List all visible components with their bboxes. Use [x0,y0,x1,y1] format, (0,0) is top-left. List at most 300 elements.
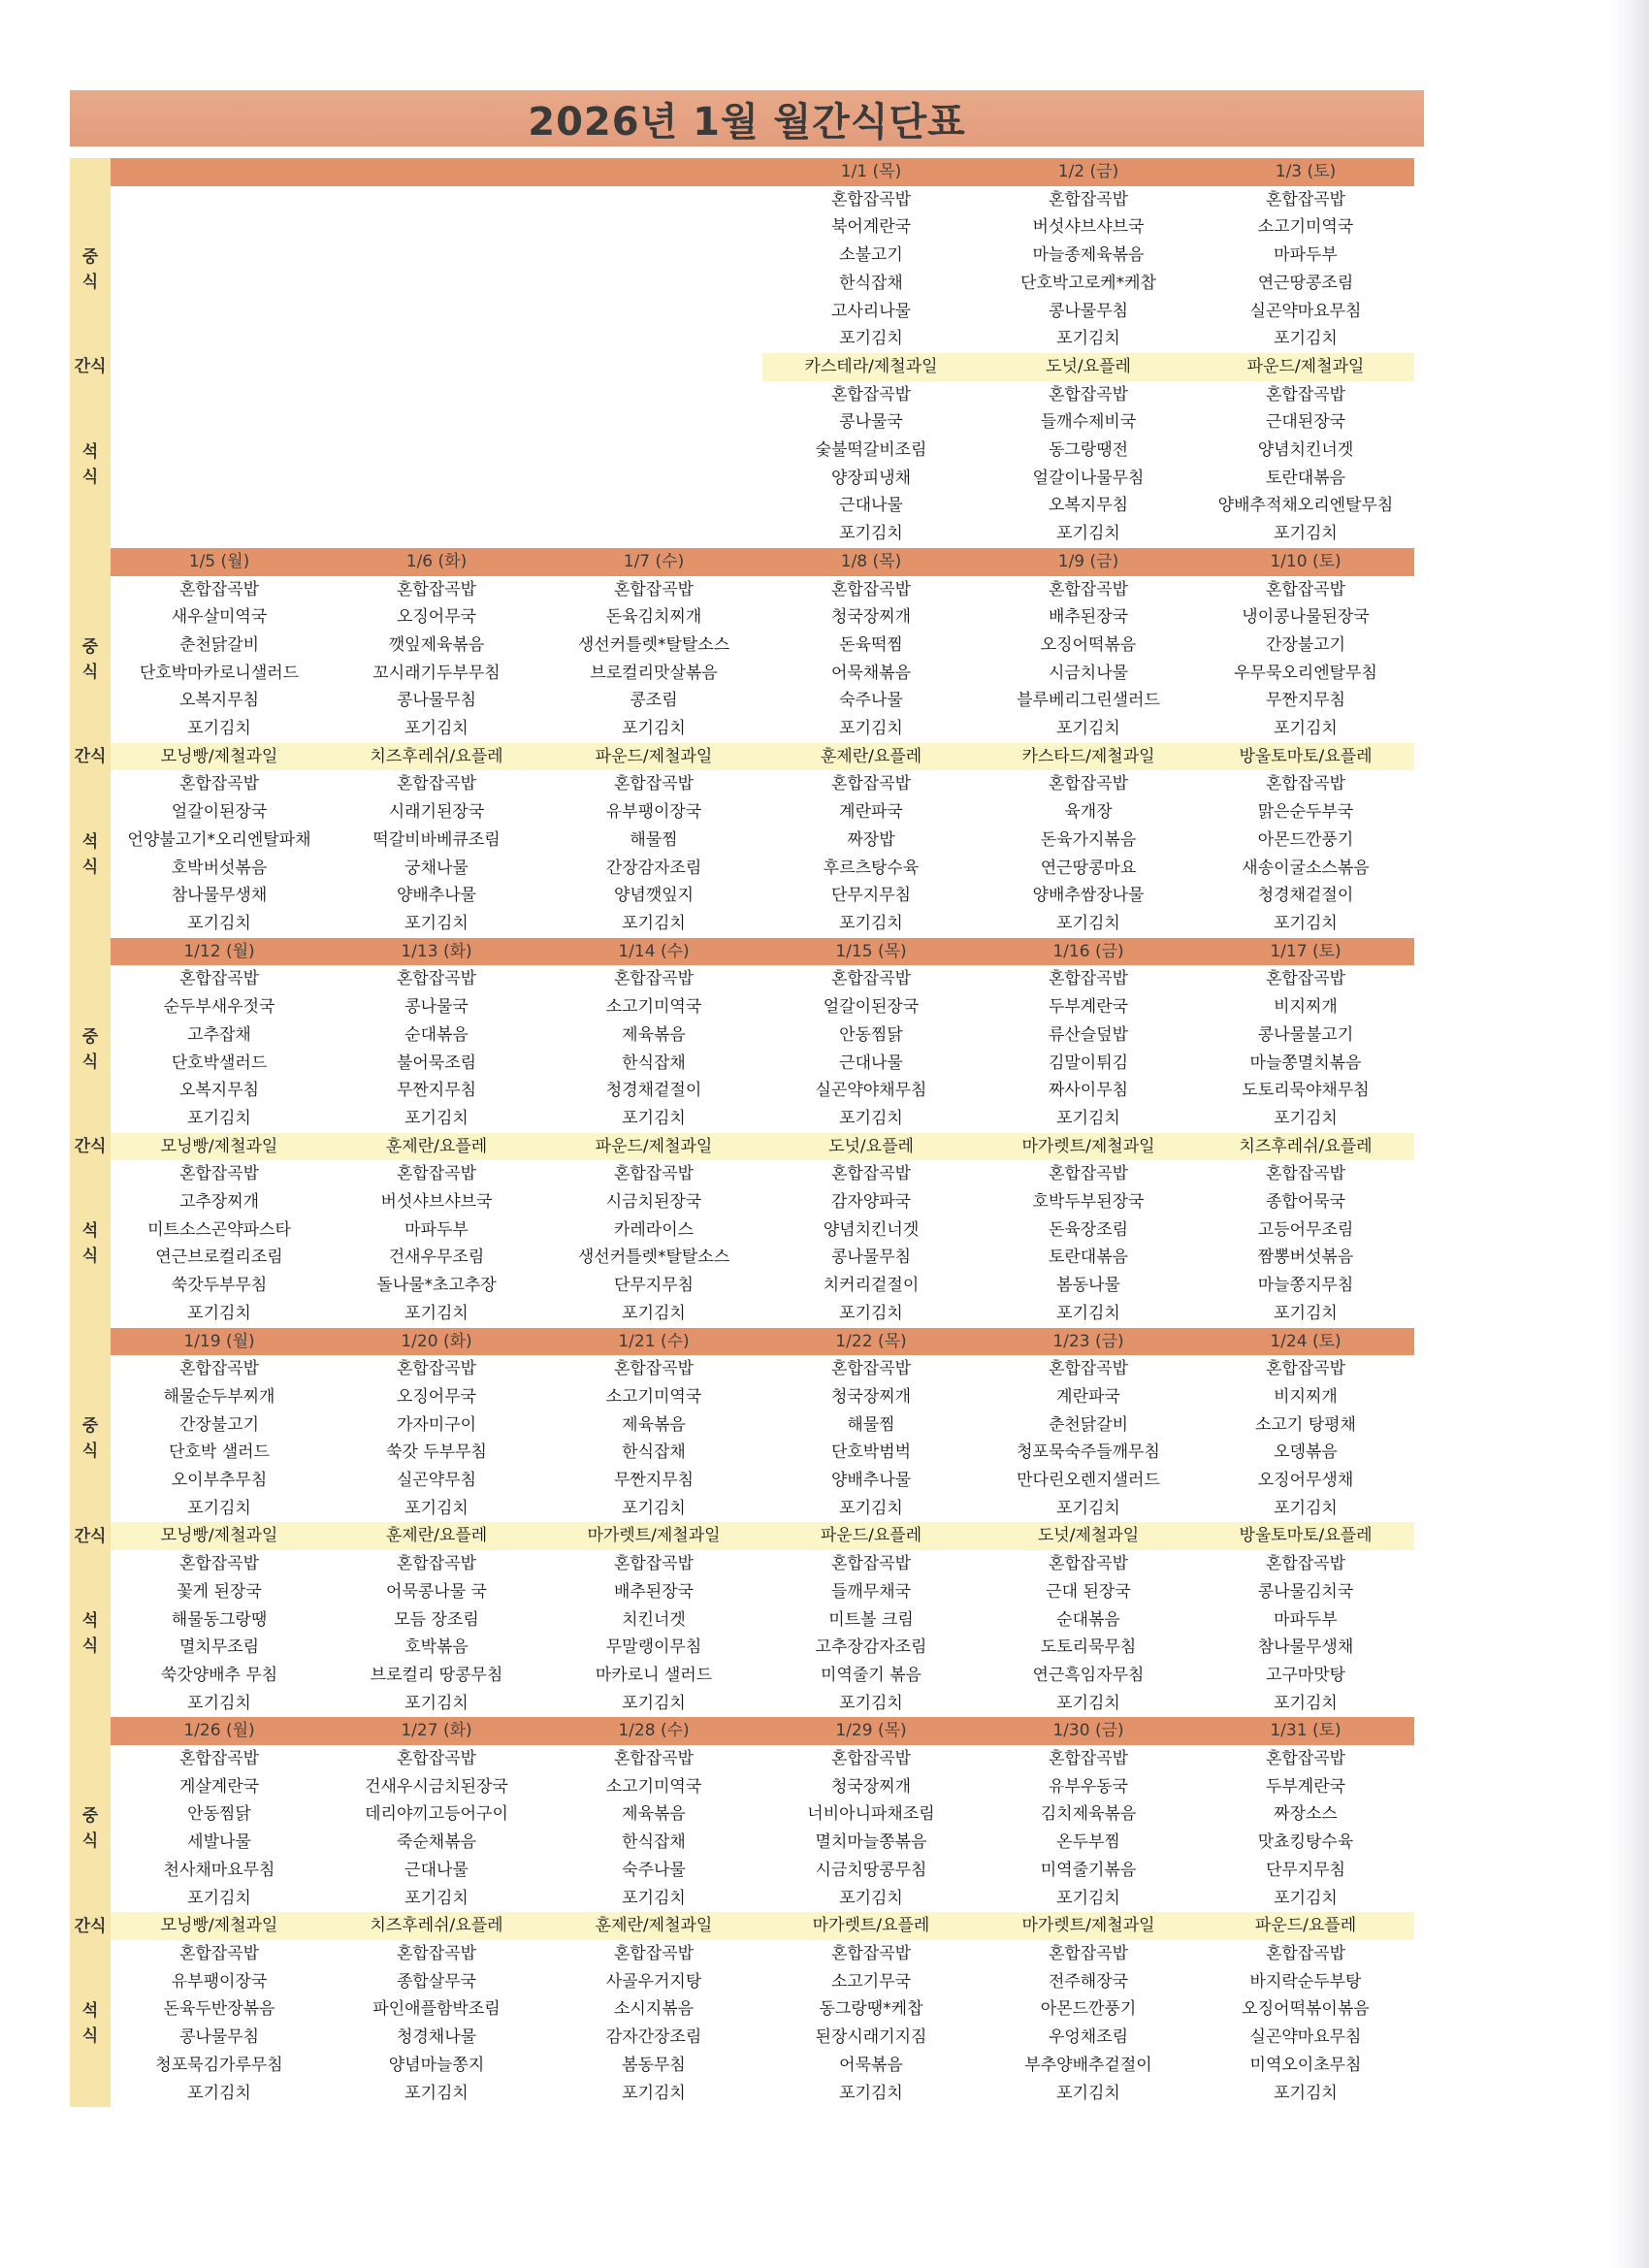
menu-item: 후르츠탕수육 [823,858,920,878]
menu-item: 단호박고로케*케찹 [1020,273,1156,293]
snack-item-empty [328,353,545,381]
menu-item-empty [328,465,545,493]
menu-item: 콩조림 [630,691,678,711]
menu-item: 오징어무국 [396,1386,477,1407]
menu-item: 혼합잡곡밥 [178,774,260,794]
menu-item: 한식잡채 [839,273,903,293]
menu-item: 단무지무침 [830,886,912,906]
menu-item: 무짠지무침 [613,1471,695,1491]
menu-item: 포기김치 [404,1303,469,1323]
menu-item: 짜장소스 [1274,1804,1338,1825]
date-header-row [70,1717,1414,1745]
lunch-row [70,1439,1414,1467]
dinner-label: 석 식 [70,1940,111,2107]
menu-item: 간장불고기 [178,1414,260,1435]
menu-item-empty [111,325,328,353]
date-cell: 1/21 (수) [545,1328,762,1356]
snack-item-empty [545,353,762,381]
menu-table-body [70,158,1414,2107]
snack-item: 모닝빵/제철과일 [111,1133,328,1161]
menu-item: 단호박마카로니샐러드 [139,663,300,683]
menu-item: 고사리나물 [830,301,912,321]
menu-item: 들깨무채국 [830,1581,912,1602]
menu-item: 혼합잡곡밥 [613,1359,695,1379]
menu-item: 유부우동국 [1048,1776,1129,1797]
dinner-row [70,1606,1414,1635]
menu-item: 혼합잡곡밥 [1048,1359,1129,1379]
menu-item: 실곤약마요무침 [1249,301,1362,321]
snack-row [70,743,1414,771]
date-cell: 1/14 (수) [545,938,762,966]
date-header-row [70,1328,1414,1356]
menu-item: 순대볶음 [404,1024,469,1045]
menu-item: 감자양파국 [830,1192,912,1213]
snack-item: 모닝빵/제철과일 [111,1912,328,1940]
menu-item: 혼합잡곡밥 [613,774,695,794]
lunch-row [70,1077,1414,1105]
menu-item: 포기김치 [404,1108,469,1128]
monthly-menu-table [70,158,1414,2107]
snack-item: 파운드/요플레 [762,1522,980,1550]
snack-label: 간식 [70,353,111,381]
menu-item: 양념마늘쫑지 [388,2055,485,2075]
lunch-row [70,242,1414,270]
lunch-row [70,1105,1414,1133]
menu-item: 소고기미역국 [605,1776,702,1797]
snack-item: 도넛/요플레 [980,353,1197,381]
menu-item: 연근땅콩마요 [1040,858,1137,878]
dinner-row [70,2080,1414,2108]
menu-item: 돈육떡찜 [839,634,903,655]
menu-item: 혼합잡곡밥 [613,1944,695,1963]
menu-item: 포기김치 [839,1888,903,1908]
menu-item-empty [545,325,762,353]
menu-item: 아몬드깐풍기 [1257,829,1354,850]
menu-item: 혼합잡곡밥 [396,579,477,599]
dinner-label: 석 식 [70,1550,111,1717]
dinner-row [70,1995,1414,2024]
menu-item: 포기김치 [187,2083,251,2103]
menu-item: 청포묵김가루무침 [155,2055,283,2075]
menu-item: 포기김치 [839,524,903,544]
menu-item: 춘천닭갈비 [1048,1414,1129,1435]
menu-item: 혼합잡곡밥 [178,969,260,989]
menu-item-empty [545,242,762,270]
menu-item-empty [545,520,762,548]
lunch-row [70,1857,1414,1885]
date-cell-empty [545,158,762,186]
dinner-row [70,798,1414,826]
menu-item: 게살계란국 [178,1776,260,1797]
menu-item: 포기김치 [839,1498,903,1518]
menu-item: 혼합잡곡밥 [830,1554,912,1574]
menu-item: 쑥갓두부무침 [171,1276,268,1296]
lunch-row [70,298,1414,326]
menu-item: 혼합잡곡밥 [1048,1749,1129,1769]
menu-item: 혼합잡곡밥 [1048,1554,1129,1574]
date-cell: 1/5 (월) [111,548,328,576]
menu-item: 포기김치 [1274,524,1338,544]
menu-item: 포기김치 [839,329,903,349]
menu-item: 혼합잡곡밥 [1048,1944,1129,1963]
menu-item: 실곤약무침 [396,1471,477,1491]
menu-item: 비지찌개 [1274,1386,1338,1407]
dinner-row [70,770,1414,798]
lunch-row [70,270,1414,298]
menu-item-empty [111,381,328,409]
scan-page-edge [1610,0,1649,2268]
menu-item: 도토리묵무침 [1040,1637,1137,1658]
menu-item: 떡갈비바베큐조림 [372,829,501,850]
menu-item: 북어계란국 [830,217,912,238]
dinner-row [70,826,1414,855]
menu-item: 버섯샤브샤브국 [1032,217,1145,238]
menu-item: 제육볶음 [622,1414,686,1435]
date-cell: 1/16 (금) [980,938,1197,966]
menu-item: 혼합잡곡밥 [613,1749,695,1769]
lunch-row [70,1355,1414,1383]
snack-item: 파운드/제철과일 [1197,353,1414,381]
menu-item: 포기김치 [1274,1303,1338,1323]
menu-item: 봄동무침 [622,2055,686,2075]
menu-item: 마늘쫑지무침 [1257,1276,1354,1296]
snack-row [70,1912,1414,1940]
menu-item: 포기김치 [1274,913,1338,933]
dinner-label: 석 식 [70,770,111,937]
snack-item: 훈제란/요플레 [328,1133,545,1161]
menu-item: 혼합잡곡밥 [178,1944,260,1963]
menu-item: 혼합잡곡밥 [830,384,912,405]
snack-item: 카스타드/제철과일 [980,743,1197,771]
date-cell: 1/1 (목) [762,158,980,186]
menu-item: 혼합잡곡밥 [396,1164,477,1184]
menu-item: 포기김치 [1056,1888,1120,1908]
menu-item: 사골우거지탕 [605,1971,702,1992]
menu-item: 포기김치 [187,1888,251,1908]
menu-item: 안동찜닭 [187,1804,251,1825]
menu-item: 포기김치 [1056,524,1120,544]
menu-item: 배추된장국 [1048,607,1129,628]
menu-item: 혼합잡곡밥 [1265,969,1346,989]
menu-item: 치킨너겟 [622,1609,686,1630]
menu-item: 혼합잡곡밥 [830,969,912,989]
date-cell: 1/9 (금) [980,548,1197,576]
menu-item: 버섯샤브샤브국 [380,1192,493,1213]
menu-item: 혼합잡곡밥 [613,579,695,599]
menu-item-empty [328,186,545,214]
dinner-label: 석 식 [70,381,111,548]
menu-item: 부추양배추겉절이 [1024,2055,1152,2075]
menu-item: 돈육두반장볶음 [163,1999,275,2020]
menu-item: 브로컬리맛살볶음 [590,663,718,683]
menu-item: 혼합잡곡밥 [1048,969,1129,989]
dinner-row [70,465,1414,493]
dinner-row [70,408,1414,437]
dinner-row [70,910,1414,938]
menu-item: 오복지무침 [178,691,260,711]
menu-item: 시금치나물 [1048,663,1129,683]
dinner-row [70,1968,1414,1996]
menu-item: 혼합잡곡밥 [830,189,912,210]
menu-item: 혼합잡곡밥 [830,1749,912,1769]
menu-item: 혼합잡곡밥 [1265,1554,1346,1574]
menu-item-empty [328,381,545,409]
menu-item: 포기김치 [622,1108,686,1128]
menu-item: 돌나물*초고추장 [376,1276,497,1296]
label-spacer [70,938,111,966]
menu-item-empty [545,298,762,326]
menu-item: 시금치땅콩무침 [815,1860,927,1880]
menu-item: 단호박샐러드 [171,1053,268,1073]
menu-item: 종합어묵국 [1265,1192,1346,1213]
menu-item: 포기김치 [839,1108,903,1128]
menu-item: 어묵콩나물 국 [386,1581,487,1602]
menu-item: 건새우무조림 [388,1247,485,1268]
menu-item: 류산슬덮밥 [1048,1024,1129,1045]
menu-item: 양배추나물 [830,1471,912,1491]
snack-item: 마가렛트/제철과일 [980,1133,1197,1161]
snack-item: 파운드/제철과일 [545,743,762,771]
menu-item: 콩나물국 [839,412,903,433]
menu-item: 소불고기 [839,245,903,266]
menu-item: 포기김치 [1274,329,1338,349]
menu-item-empty [111,520,328,548]
menu-item-empty [545,213,762,242]
date-cell: 1/20 (화) [328,1328,545,1356]
snack-item: 방울토마토/요플레 [1197,743,1414,771]
menu-item: 고등어무조림 [1257,1219,1354,1240]
menu-item: 포기김치 [1274,719,1338,739]
menu-item: 안동찜닭 [839,1024,903,1045]
label-spacer [70,1328,111,1356]
menu-item: 두부계란국 [1048,997,1129,1018]
menu-item: 천사채마요무침 [163,1860,275,1880]
menu-item: 제육볶음 [622,1024,686,1045]
menu-item: 우무묵오리엔탈무침 [1234,663,1377,683]
menu-item: 새우살미역국 [171,607,268,628]
menu-item: 소고기미역국 [1257,217,1354,238]
menu-item: 종합살무국 [396,1971,477,1992]
menu-item: 양념치킨너겟 [823,1219,920,1240]
lunch-row [70,1467,1414,1495]
menu-item: 숯불떡갈비조림 [815,440,927,461]
menu-item: 한식잡채 [622,1442,686,1463]
label-spacer [70,158,111,186]
dinner-row [70,1188,1414,1216]
menu-item: 동그랑땡*케찹 [819,1999,923,2020]
date-cell: 1/31 (토) [1197,1717,1414,1745]
menu-item: 콩나물무침 [1048,301,1129,321]
menu-item: 혼합잡곡밥 [1048,189,1129,210]
menu-item: 포기김치 [839,2083,903,2103]
menu-item: 오복지무침 [178,1081,260,1101]
menu-item-empty [111,437,328,465]
menu-item: 무짠지무침 [396,1081,477,1101]
menu-item: 꼬시래기두부무침 [372,663,501,683]
menu-item: 짜사이무침 [1048,1081,1129,1101]
menu-item: 포기김치 [1056,913,1120,933]
menu-item: 혼합잡곡밥 [613,1164,695,1184]
menu-item: 양장피냉채 [830,468,912,488]
menu-item: 혼합잡곡밥 [613,969,695,989]
date-header-row [70,158,1414,186]
menu-item: 고구마맛탕 [1265,1665,1346,1685]
menu-item: 고추잡채 [187,1024,251,1045]
menu-item: 맛쵸킹탕수육 [1257,1832,1354,1853]
menu-item: 만다린오렌지샐러드 [1017,1471,1160,1491]
lunch-label: 중 식 [70,186,111,353]
menu-item: 청경채겉절이 [1257,886,1354,906]
menu-item: 돈육김치찌개 [605,607,702,628]
menu-item: 한식잡채 [622,1832,686,1853]
menu-item: 포기김치 [1274,1108,1338,1128]
menu-item: 단무지무침 [1265,1860,1346,1880]
menu-item: 유부팽이장국 [171,1971,268,1992]
menu-item: 맑은순두부국 [1257,802,1354,823]
menu-item: 근대된장국 [1265,412,1346,433]
snack-item: 훈제란/요플레 [328,1522,545,1550]
date-cell-empty [111,158,328,186]
menu-item: 새송이굴소스볶음 [1242,858,1370,878]
menu-item: 해물찜 [847,1414,895,1435]
menu-item: 오징어무생채 [1257,1471,1354,1491]
menu-item: 해물순두부찌개 [163,1386,275,1407]
menu-item: 오이부추무침 [171,1471,268,1491]
menu-item: 양념깻잎지 [613,886,695,906]
menu-item: 포기김치 [404,719,469,739]
date-header-row [70,938,1414,966]
menu-item-empty [545,465,762,493]
dinner-row [70,437,1414,465]
menu-item: 근대 된장국 [1046,1581,1131,1602]
menu-item: 포기김치 [1274,2083,1338,2103]
date-cell: 1/23 (금) [980,1328,1197,1356]
menu-item: 시금치된장국 [605,1192,702,1213]
date-cell: 1/26 (월) [111,1717,328,1745]
menu-item: 배추된장국 [613,1581,695,1602]
menu-item: 간장불고기 [1265,634,1346,655]
snack-label: 간식 [70,1912,111,1940]
menu-item: 불어묵조림 [396,1053,477,1073]
menu-item: 동그랑땡전 [1048,440,1129,461]
menu-item: 혼합잡곡밥 [1265,1944,1346,1963]
menu-item: 청경채나물 [396,2027,477,2048]
lunch-label: 중 식 [70,576,111,743]
menu-item: 시래기된장국 [388,802,485,823]
menu-item: 소고기무국 [830,1971,912,1992]
date-cell: 1/10 (토) [1197,548,1414,576]
date-cell: 1/19 (월) [111,1328,328,1356]
menu-item: 토란대볶음 [1265,468,1346,488]
menu-item: 돈육가지볶음 [1040,829,1137,850]
menu-item: 포기김치 [1056,1693,1120,1713]
menu-item: 죽순채볶음 [396,1832,477,1853]
menu-item: 된장시래기지짐 [815,2027,927,2048]
menu-item: 깻잎제육볶음 [388,634,485,655]
menu-item: 생선커틀렛*탈탈소스 [577,1247,730,1268]
menu-item: 비지찌개 [1274,997,1338,1018]
menu-item: 쑥갓양배추 무침 [160,1665,278,1685]
menu-item: 고추장찌개 [178,1192,260,1213]
menu-item: 멸치마늘쫑볶음 [815,1832,927,1853]
menu-item-empty [545,492,762,520]
menu-item: 청포묵숙주들깨무침 [1017,1442,1160,1463]
menu-item: 혼합잡곡밥 [1048,1164,1129,1184]
menu-item: 마파두부 [404,1219,469,1240]
snack-item: 파운드/제철과일 [545,1133,762,1161]
snack-row [70,353,1414,381]
menu-item: 단무지무침 [613,1276,695,1296]
menu-item: 근대나물 [404,1860,469,1880]
menu-item: 카레라이스 [613,1219,695,1240]
menu-item-empty [111,186,328,214]
menu-item: 한식잡채 [622,1053,686,1073]
lunch-row [70,1829,1414,1857]
menu-item: 무말랭이무침 [605,1637,702,1658]
menu-item: 콩나물무침 [396,691,477,711]
menu-item: 돈육장조림 [1048,1219,1129,1240]
menu-item: 포기김치 [404,1888,469,1908]
menu-item: 감자간장조림 [605,2027,702,2048]
menu-item: 양념치킨너겟 [1257,440,1354,461]
date-cell: 1/28 (수) [545,1717,762,1745]
lunch-row [70,660,1414,688]
lunch-row [70,1383,1414,1411]
menu-item: 해물찜 [630,829,678,850]
menu-item: 콩나물무침 [830,1247,912,1268]
lunch-row [70,1745,1414,1773]
menu-item: 콩나물국 [404,997,469,1018]
menu-item: 세발나물 [187,1832,251,1853]
menu-item: 온두부찜 [1056,1832,1120,1853]
menu-item: 포기김치 [404,1498,469,1518]
menu-item: 쑥갓 두부무침 [386,1442,487,1463]
menu-item: 포기김치 [622,2083,686,2103]
date-cell: 1/22 (목) [762,1328,980,1356]
page-title: 2026년 1월 월간식단표 [528,99,966,145]
menu-item: 혼합잡곡밥 [178,1359,260,1379]
menu-item-empty [545,381,762,409]
menu-item: 포기김치 [1274,1888,1338,1908]
menu-item: 포기김치 [187,1303,251,1323]
menu-item: 포기김치 [1056,1498,1120,1518]
lunch-row [70,715,1414,743]
menu-item: 무짠지무침 [1265,691,1346,711]
date-cell: 1/24 (토) [1197,1328,1414,1356]
dinner-row [70,1578,1414,1606]
menu-item: 청국장찌개 [830,607,912,628]
dinner-row [70,882,1414,910]
menu-item: 들깨수제비국 [1040,412,1137,433]
menu-item-empty [328,492,545,520]
menu-item: 혼합잡곡밥 [1048,579,1129,599]
menu-item: 짬뽕버섯볶음 [1257,1247,1354,1268]
menu-item: 포기김치 [404,1693,469,1713]
menu-item: 포기김치 [622,1303,686,1323]
menu-item-empty [328,437,545,465]
menu-item: 참나물무생채 [1257,1637,1354,1658]
lunch-row [70,993,1414,1021]
menu-item: 연근땅콩조림 [1257,273,1354,293]
dinner-row [70,2052,1414,2080]
menu-item: 오징어무국 [396,607,477,628]
snack-row [70,1133,1414,1161]
menu-item: 육개장 [1064,802,1113,823]
dinner-row [70,2024,1414,2052]
menu-item: 혼합잡곡밥 [613,1554,695,1574]
menu-item: 미트볼 크림 [828,1609,914,1630]
menu-item: 얼갈이된장국 [171,802,268,823]
